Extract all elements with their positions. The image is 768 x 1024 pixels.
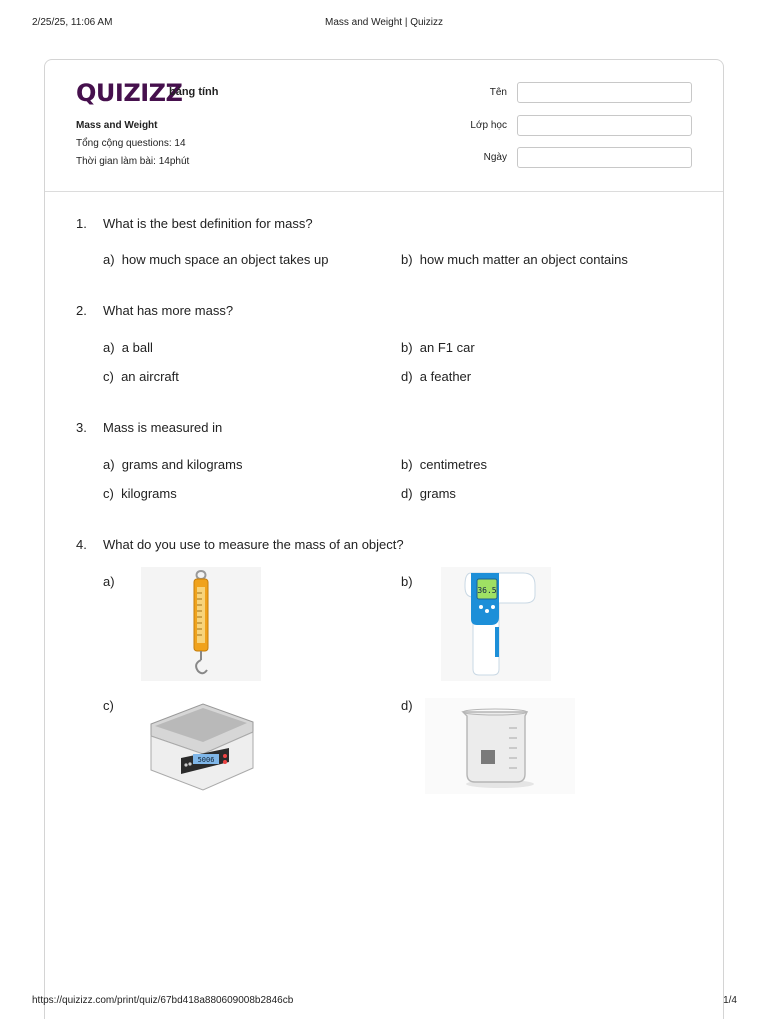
option-letter: b)	[401, 340, 413, 355]
worksheet	[44, 59, 724, 1019]
answer-option	[103, 369, 179, 384]
question-number: 3.	[76, 420, 87, 435]
option-text: grams and kilograms	[121, 457, 243, 472]
option-letter: c)	[103, 486, 114, 501]
option-text: a ball	[121, 340, 153, 355]
option-text: centimetres	[419, 457, 487, 472]
quiz-title: Mass and Weight	[76, 120, 158, 131]
class-field[interactable]	[517, 115, 692, 136]
question-text: What has more mass?	[103, 303, 234, 318]
option-text: kilograms	[121, 486, 177, 501]
option-letter: b)	[401, 252, 413, 267]
class-label: Lớp học	[470, 120, 507, 131]
option-letter: a)	[103, 340, 115, 355]
question-text: What is the best definition for mass?	[103, 216, 313, 231]
question-number: 1.	[76, 216, 87, 231]
option-letter: b)	[401, 574, 413, 589]
option-letter: c)	[103, 369, 114, 384]
answer-option	[103, 340, 153, 355]
option-text: an aircraft	[121, 369, 179, 384]
option-text: a feather	[419, 369, 472, 384]
answer-option	[401, 252, 628, 267]
option-text: an F1 car	[419, 340, 475, 355]
print-url: https://quizizz.com/print/quiz/67bd418a880609008b2846cb	[32, 995, 294, 1006]
question-number: 4.	[76, 537, 87, 552]
thermometer-display: 36.5	[477, 586, 497, 595]
option-letter: b)	[401, 457, 413, 472]
option-letter: a)	[103, 574, 115, 589]
thermometer-icon	[441, 567, 551, 681]
question-text: What do you use to measure the mass of an object?	[103, 537, 404, 552]
question-number: 2.	[76, 303, 87, 318]
page-number: 1/4	[723, 995, 737, 1006]
answer-option	[401, 369, 471, 384]
answer-option	[103, 457, 242, 472]
logo-subtitle: bảng tính	[169, 86, 219, 98]
option-letter: a)	[103, 457, 115, 472]
quizizz-logo: QUIZIZZ	[76, 79, 183, 107]
scale-display: 5006	[197, 756, 215, 764]
question-count: Tổng cộng questions: 14	[76, 138, 186, 149]
name-field[interactable]	[517, 82, 692, 103]
option-text: how much matter an object contains	[419, 252, 628, 267]
option-letter: d)	[401, 369, 413, 384]
option-text: grams	[419, 486, 456, 501]
option-text: how much space an object takes up	[121, 252, 329, 267]
date-label: Ngày	[483, 152, 507, 163]
beaker-icon	[425, 698, 575, 794]
worksheet-header	[45, 60, 723, 192]
print-header	[0, 17, 768, 31]
print-date: 2/25/25, 11:06 AM	[32, 17, 113, 28]
time-limit: Thời gian làm bài: 14phút	[76, 156, 190, 167]
answer-option	[401, 340, 475, 355]
answer-option	[103, 252, 328, 267]
option-letter: a)	[103, 252, 115, 267]
answer-option	[401, 486, 456, 501]
option-letter: c)	[103, 698, 114, 713]
question-text: Mass is measured in	[103, 420, 223, 435]
option-letter: d)	[401, 698, 413, 713]
option-letter: d)	[401, 486, 413, 501]
answer-option	[401, 457, 487, 472]
print-title: Mass and Weight | Quizizz	[324, 17, 443, 28]
answer-option	[103, 486, 177, 501]
date-field[interactable]	[517, 147, 692, 168]
spring-scale-icon	[141, 567, 261, 681]
digital-scale-icon	[141, 692, 265, 800]
name-label: Tên	[489, 87, 507, 98]
